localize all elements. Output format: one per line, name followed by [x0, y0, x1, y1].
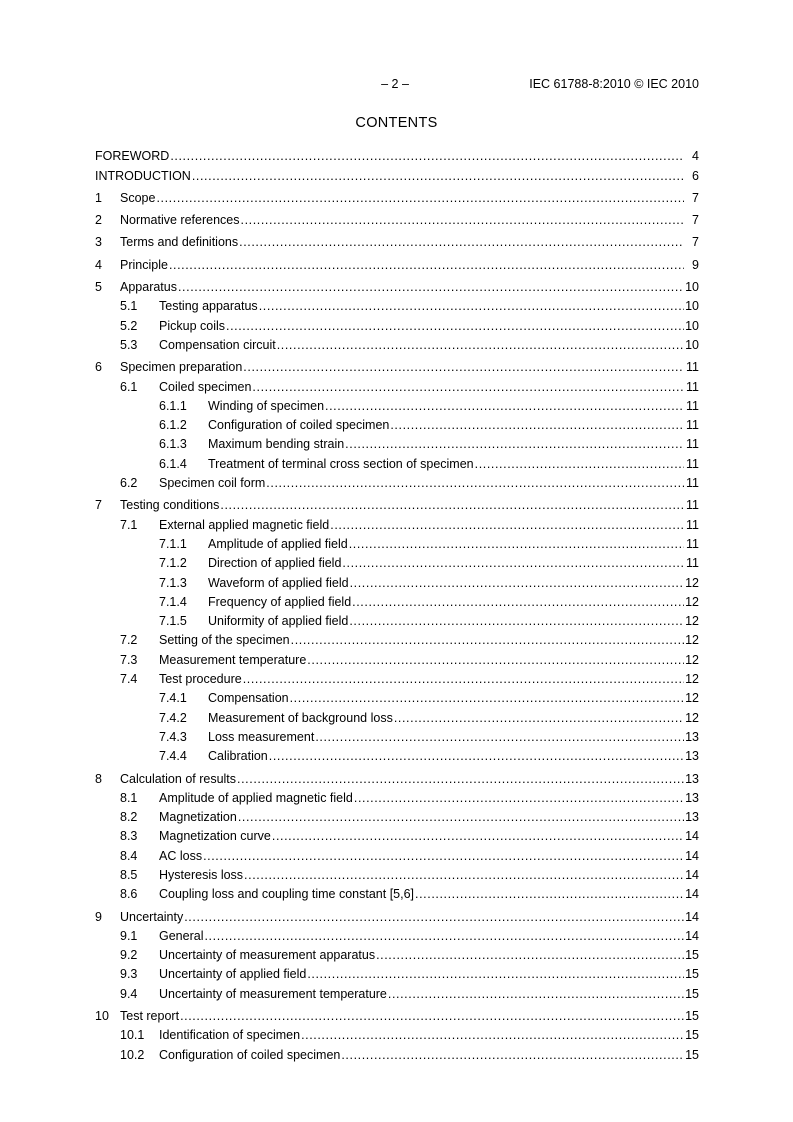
toc-entry-number: 5.2 — [120, 318, 138, 333]
toc-entry[interactable] — [95, 745, 699, 764]
toc-entry-title: Direction of applied field — [208, 556, 342, 571]
toc-entry-number: 7.1 — [120, 517, 138, 532]
toc-dot-leader — [170, 149, 684, 164]
toc-entry-page: 12 — [685, 652, 699, 667]
toc-dot-leader — [307, 653, 684, 668]
toc-entry-number: 6.2 — [120, 476, 138, 491]
toc-entry-title: Maximum bending strain — [208, 437, 345, 452]
toc-entry-title: Testing apparatus — [159, 299, 258, 314]
toc-dot-leader — [349, 614, 684, 629]
toc-entry-title: Test procedure — [159, 672, 242, 687]
toc-entry-number: 6.1.2 — [159, 418, 187, 433]
toc-entry-page: 14 — [685, 867, 699, 882]
toc-dot-leader — [290, 691, 684, 706]
toc-entry-page: 14 — [685, 887, 699, 902]
toc-dot-leader — [301, 1028, 684, 1043]
toc-entry-page: 10 — [685, 299, 699, 314]
toc-entry[interactable] — [95, 273, 699, 295]
toc-dot-leader — [269, 749, 684, 764]
toc-entry-title: Test report — [120, 1009, 180, 1024]
toc-entry-number: 7.4.2 — [159, 710, 187, 725]
toc-dot-leader — [252, 380, 684, 395]
toc-entry-page: 14 — [685, 909, 699, 924]
toc-entry-number: 7.1.2 — [159, 556, 187, 571]
toc-entry-number: 1 — [95, 190, 102, 205]
toc-entry[interactable] — [95, 145, 699, 164]
toc-entry-number: 7.1.4 — [159, 594, 187, 609]
toc-entry[interactable] — [95, 552, 699, 571]
toc-entry-title: Configuration of coiled specimen — [208, 418, 390, 433]
toc-dot-leader — [307, 967, 684, 982]
toc-entry-title: Measurement temperature — [159, 652, 307, 667]
toc-entry[interactable] — [95, 513, 699, 532]
toc-entry[interactable] — [95, 944, 699, 963]
toc-entry-title: Normative references — [120, 213, 240, 228]
toc-entry[interactable] — [95, 206, 699, 228]
toc-entry-title: General — [159, 928, 204, 943]
toc-entry[interactable] — [95, 433, 699, 452]
toc-entry[interactable] — [95, 706, 699, 725]
toc-entry-title: Amplitude of applied magnetic field — [159, 790, 353, 805]
toc-entry-title: Magnetization curve — [159, 829, 271, 844]
toc-entry[interactable] — [95, 610, 699, 629]
toc-dot-leader — [156, 191, 684, 206]
toc-dot-leader — [220, 498, 684, 513]
toc-entry-page: 12 — [685, 672, 699, 687]
toc-dot-leader — [291, 633, 684, 648]
toc-dot-leader — [352, 595, 684, 610]
toc-entry-number: 6.1.3 — [159, 437, 187, 452]
toc-entry-number: 7.4 — [120, 672, 138, 687]
toc-entry-page: 11 — [686, 398, 699, 413]
toc-entry[interactable] — [95, 295, 699, 314]
toc-entry-page: 15 — [685, 1028, 699, 1043]
toc-entry-number: 5.3 — [120, 337, 138, 352]
page-header — [95, 77, 699, 93]
toc-entry-number: 8.6 — [120, 887, 138, 902]
toc-entry-title: Principle — [120, 257, 168, 272]
toc-entry-title: Treatment of terminal cross section of specimen — [208, 456, 474, 471]
toc-entry-title: Apparatus — [120, 280, 177, 295]
toc-entry-number: 8.4 — [120, 848, 138, 863]
toc-entry-number: 8.3 — [120, 829, 138, 844]
toc-entry-title: Identification of specimen — [159, 1028, 301, 1043]
toc-entry-page: 11 — [686, 418, 699, 433]
toc-entry-title: Coupling loss and coupling time constant [5,6] — [159, 887, 415, 902]
toc-entry-number: 6 — [95, 360, 102, 375]
toc-entry-number: 5.1 — [120, 299, 138, 314]
toc-entry-page: 12 — [685, 594, 699, 609]
toc-dot-leader — [350, 576, 684, 591]
toc-entry-page: 11 — [686, 456, 699, 471]
toc-dot-leader — [238, 810, 684, 825]
toc-entry[interactable] — [95, 571, 699, 590]
toc-entry-page: 15 — [685, 986, 699, 1001]
toc-dot-leader — [192, 169, 684, 184]
toc-entry-number: 8 — [95, 771, 102, 786]
toc-entry-page: 13 — [685, 749, 699, 764]
toc-entry[interactable] — [95, 414, 699, 433]
toc-entry-number: 7.1.5 — [159, 614, 187, 629]
toc-dot-leader — [354, 791, 684, 806]
toc-entry-title: INTRODUCTION — [95, 168, 191, 183]
toc-entry-page: 7 — [692, 190, 699, 205]
toc-entry-page: 9 — [692, 257, 699, 272]
toc-entry[interactable] — [95, 764, 699, 786]
toc-entry[interactable] — [95, 491, 699, 513]
toc-dot-leader — [184, 910, 684, 925]
toc-entry-number: 2 — [95, 213, 102, 228]
toc-entry[interactable] — [95, 472, 699, 491]
toc-entry-page: 4 — [692, 149, 699, 164]
toc-entry-number: 3 — [95, 235, 102, 250]
toc-entry[interactable] — [95, 844, 699, 863]
toc-entry-number: 4 — [95, 257, 102, 272]
toc-entry-number: 6.1.1 — [159, 398, 187, 413]
toc-dot-leader — [341, 1048, 684, 1063]
toc-entry-title: Uncertainty of measurement apparatus — [159, 948, 376, 963]
toc-entry-number: 8.5 — [120, 867, 138, 882]
toc-entry-title: External applied magnetic field — [159, 517, 330, 532]
toc-entry-page: 12 — [685, 575, 699, 590]
toc-entry-number: 9 — [95, 909, 102, 924]
toc-dot-leader — [342, 556, 684, 571]
toc-entry[interactable] — [95, 648, 699, 667]
toc-entry[interactable] — [95, 726, 699, 745]
toc-dot-leader — [243, 360, 684, 375]
toc-entry-page: 12 — [685, 710, 699, 725]
toc-dot-leader — [178, 280, 684, 295]
toc-entry-title: Frequency of applied field — [208, 594, 352, 609]
toc-entry-page: 15 — [685, 948, 699, 963]
toc-entry-title: Compensation circuit — [159, 337, 276, 352]
toc-entry[interactable] — [95, 1002, 699, 1024]
toc-entry-page: 15 — [685, 967, 699, 982]
toc-entry-page: 11 — [686, 556, 699, 571]
toc-entry[interactable] — [95, 864, 699, 883]
page-title: CONTENTS — [355, 115, 438, 131]
toc-entry[interactable] — [95, 825, 699, 844]
toc-entry[interactable] — [95, 902, 699, 924]
toc-entry-page: 14 — [685, 829, 699, 844]
toc-entry[interactable] — [95, 591, 699, 610]
toc-dot-leader — [239, 235, 684, 250]
toc-entry-page: 14 — [685, 928, 699, 943]
toc-dot-leader — [475, 457, 684, 472]
toc-entry-title: Waveform of applied field — [208, 575, 349, 590]
toc-entry-page: 6 — [692, 168, 699, 183]
toc-entry-number: 7.4.3 — [159, 729, 187, 744]
toc-entry[interactable] — [95, 982, 699, 1001]
toc-entry-title: Compensation — [208, 691, 289, 706]
toc-entry-page: 13 — [685, 790, 699, 805]
toc-entry-number: 8.2 — [120, 810, 138, 825]
toc-entry-number: 9.3 — [120, 967, 138, 982]
toc-entry-number: 9.1 — [120, 928, 138, 943]
toc-entry-title: Amplitude of applied field — [208, 536, 348, 551]
toc-entry[interactable] — [95, 395, 699, 414]
toc-entry-title: Pickup coils — [159, 318, 225, 333]
toc-dot-leader — [244, 868, 684, 883]
toc-dot-leader — [169, 258, 684, 273]
toc-dot-leader — [180, 1009, 684, 1024]
toc-entry[interactable] — [95, 375, 699, 394]
toc-dot-leader — [315, 730, 684, 745]
toc-entry-title: Terms and definitions — [120, 235, 239, 250]
toc-entry-page: 13 — [685, 771, 699, 786]
toc-entry-title: Loss measurement — [208, 729, 315, 744]
toc-entry[interactable] — [95, 164, 699, 183]
toc-dot-leader — [203, 849, 684, 864]
toc-entry[interactable] — [95, 925, 699, 944]
toc-entry-number: 10.1 — [120, 1028, 145, 1043]
toc-entry[interactable] — [95, 1043, 699, 1062]
toc-entry-page: 15 — [685, 1009, 699, 1024]
toc-entry-page: 11 — [686, 498, 699, 513]
document-reference: IEC 61788-8:2010 © IEC 2010 — [529, 77, 699, 91]
toc-entry-title: Uncertainty — [120, 909, 184, 924]
toc-entry-title: Uncertainty of applied field — [159, 967, 307, 982]
toc-dot-leader — [349, 537, 684, 552]
toc-entry[interactable] — [95, 228, 699, 250]
toc-entry-page: 11 — [686, 476, 699, 491]
toc-entry-page: 11 — [686, 360, 699, 375]
toc-entry-number: 6.1.4 — [159, 456, 187, 471]
toc-entry[interactable] — [95, 629, 699, 648]
toc-entry[interactable] — [95, 1024, 699, 1043]
toc-entry-number: 7.4.1 — [159, 691, 187, 706]
toc-entry-page: 11 — [686, 536, 699, 551]
toc-entry-number: 9.4 — [120, 986, 138, 1001]
toc-entry-title: Winding of specimen — [208, 398, 325, 413]
toc-entry-page: 12 — [685, 691, 699, 706]
toc-dot-leader — [394, 711, 684, 726]
toc-entry-title: Calibration — [208, 749, 268, 764]
toc-entry[interactable] — [95, 452, 699, 471]
toc-dot-leader — [390, 418, 684, 433]
toc-entry-title: AC loss — [159, 848, 203, 863]
toc-entry-number: 7.4.4 — [159, 749, 187, 764]
toc-dot-leader — [345, 437, 684, 452]
toc-entry-page: 12 — [685, 614, 699, 629]
toc-dot-leader — [241, 213, 685, 228]
toc-entry[interactable] — [95, 250, 699, 272]
toc-entry-page: 11 — [686, 437, 699, 452]
toc-entry-title: Specimen coil form — [159, 476, 266, 491]
toc-entry-title: Uniformity of applied field — [208, 614, 349, 629]
toc-entry-page: 15 — [685, 1047, 699, 1062]
toc-entry[interactable] — [95, 963, 699, 982]
toc-entry-number: 7.3 — [120, 652, 138, 667]
toc-entry[interactable] — [95, 687, 699, 706]
toc-entry-page: 11 — [686, 517, 699, 532]
toc-entry[interactable] — [95, 806, 699, 825]
toc-entry-page: 14 — [685, 848, 699, 863]
toc-entry-title: Hysteresis loss — [159, 867, 244, 882]
toc-entry[interactable] — [95, 883, 699, 902]
toc-dot-leader — [277, 338, 684, 353]
toc-entry-number: 10.2 — [120, 1047, 145, 1062]
toc-entry[interactable] — [95, 668, 699, 687]
toc-entry-number: 6.1 — [120, 379, 138, 394]
toc-entry-title: Coiled specimen — [159, 379, 252, 394]
toc-entry[interactable] — [95, 334, 699, 353]
toc-entry-number: 8.1 — [120, 790, 138, 805]
toc-dot-leader — [325, 399, 684, 414]
toc-dot-leader — [243, 672, 684, 687]
toc-entry-title: Magnetization — [159, 810, 237, 825]
toc-entry-title: Configuration of coiled specimen — [159, 1047, 341, 1062]
toc-entry[interactable] — [95, 184, 699, 206]
toc-entry-number: 7 — [95, 498, 102, 513]
toc-dot-leader — [237, 772, 684, 787]
toc-entry[interactable] — [95, 533, 699, 552]
toc-entry-title: Uncertainty of measurement temperature — [159, 986, 387, 1001]
toc-entry-title: Specimen preparation — [120, 360, 243, 375]
toc-dot-leader — [388, 987, 684, 1002]
toc-dot-leader — [330, 518, 684, 533]
toc-entry-title: Setting of the specimen — [159, 633, 290, 648]
toc-entry-page: 12 — [685, 633, 699, 648]
toc-entry-number: 5 — [95, 280, 102, 295]
toc-dot-leader — [272, 829, 684, 844]
toc-entry-page: 10 — [685, 318, 699, 333]
toc-dot-leader — [226, 319, 684, 334]
toc-entry-title: Testing conditions — [120, 498, 220, 513]
toc-dot-leader — [259, 299, 684, 314]
toc-entry-title: FOREWORD — [95, 149, 170, 164]
toc-entry-page: 13 — [685, 810, 699, 825]
toc-dot-leader — [415, 887, 684, 902]
table-of-contents — [95, 145, 699, 1063]
toc-entry-page: 7 — [692, 213, 699, 228]
toc-entry-number: 7.2 — [120, 633, 138, 648]
toc-entry-page: 10 — [685, 280, 699, 295]
page-number: – 2 – — [381, 77, 409, 91]
toc-entry-number: 7.1.3 — [159, 575, 187, 590]
toc-entry-number: 9.2 — [120, 948, 138, 963]
toc-dot-leader — [204, 929, 684, 944]
toc-entry[interactable] — [95, 353, 699, 375]
toc-entry-title: Scope — [120, 190, 156, 205]
toc-entry-number: 7.1.1 — [159, 536, 187, 551]
toc-entry-title: Calculation of results — [120, 771, 237, 786]
toc-entry-page: 11 — [686, 379, 699, 394]
toc-entry-page: 13 — [685, 729, 699, 744]
toc-entry-page: 10 — [685, 337, 699, 352]
toc-entry[interactable] — [95, 787, 699, 806]
toc-dot-leader — [376, 948, 684, 963]
toc-entry[interactable] — [95, 314, 699, 333]
toc-entry-number: 10 — [95, 1009, 109, 1024]
toc-entry-page: 7 — [692, 235, 699, 250]
toc-entry-title: Measurement of background loss — [208, 710, 393, 725]
toc-dot-leader — [266, 476, 684, 491]
